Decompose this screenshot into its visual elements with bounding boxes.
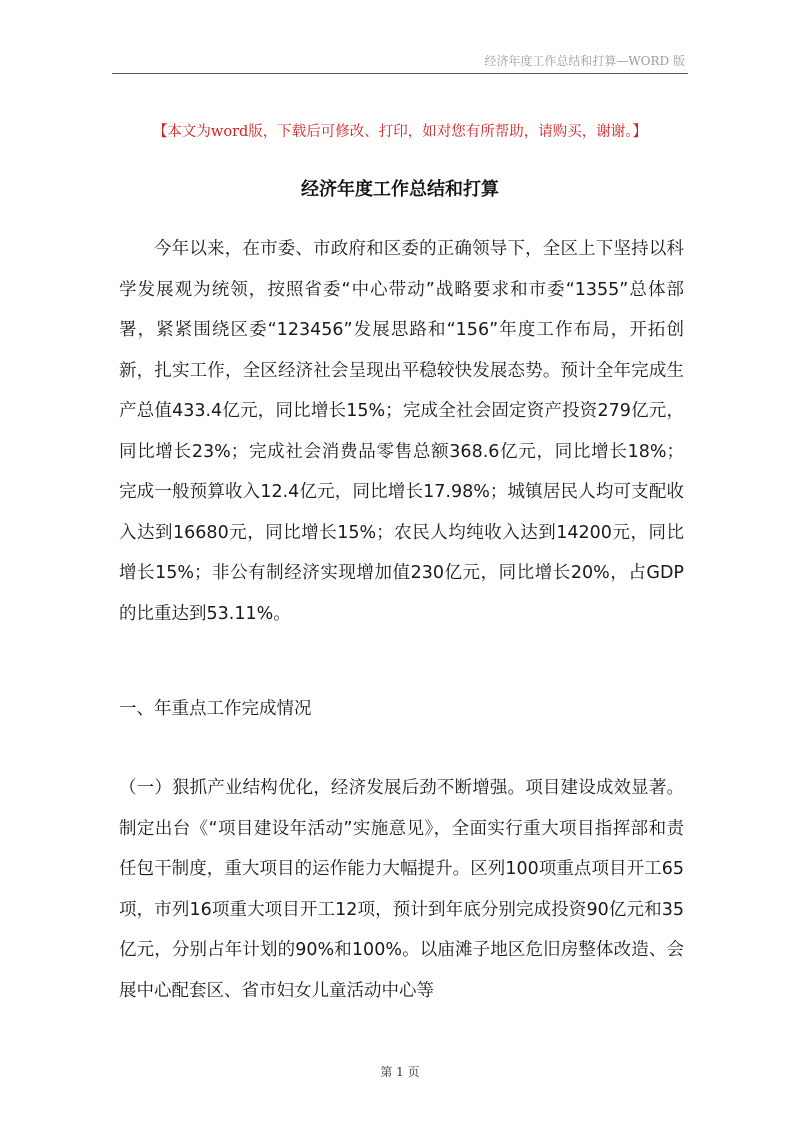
page-number: 第 1 页 — [380, 1065, 420, 1079]
section-paragraph: （一）狠抓产业结构优化，经济发展后劲不断增强。项目建设成效显著。制定出台《“项目建设年活动”实施意见》，全面实行重大项目指挥部和责任包干制度，重大项目的运作能力大幅提升。区列100项重点项目开工65项，市列16项重大项目开工12项，预计到年底分别完成投资90亿元和35亿元，分别占年计划的90%和100%。以庙滩子地区危旧房整体改造、会展中心配套区、省市妇女儿童活动中心等 — [119, 778, 684, 1001]
document-title: 经济年度工作总结和打算 — [301, 179, 499, 200]
section-heading: 一、年重点工作完成情况 — [119, 699, 312, 719]
intro-paragraph: 今年以来，在市委、市政府和区委的正确领导下，全区上下坚持以科学发展观为统领，按照省委“中心带动”战略要求和市委“1355”总体部署，紧紧围绕区委“123456”发展思路和“156”年度工作布局，开拓创新，扎实工作，全区经济社会呈现出平稳较快发展态势。预计全年完成生产总值433.4亿元，同比增长15%；完成全社会固定资产投资279亿元，同比增长23%；完成社会消费品零售总额368.6亿元，同比增长18%；完成一般预算收入12.4亿元，同比增长17.98%；城镇居民人均可支配收入达到16680元，同比增长15%；农民人均纯收入达到14200元，同比增长15%；非公有制经济实现增加值230亿元，同比增长20%，占GDP的比重达到53.11%。 — [119, 239, 684, 624]
running-header: 经济年度工作总结和打算—WORD 版 — [484, 54, 685, 68]
header-divider — [112, 73, 688, 74]
purchase-notice: 【本文为word版，下载后可修改、打印，如对您有所帮助，请购买，谢谢。】 — [152, 124, 648, 140]
